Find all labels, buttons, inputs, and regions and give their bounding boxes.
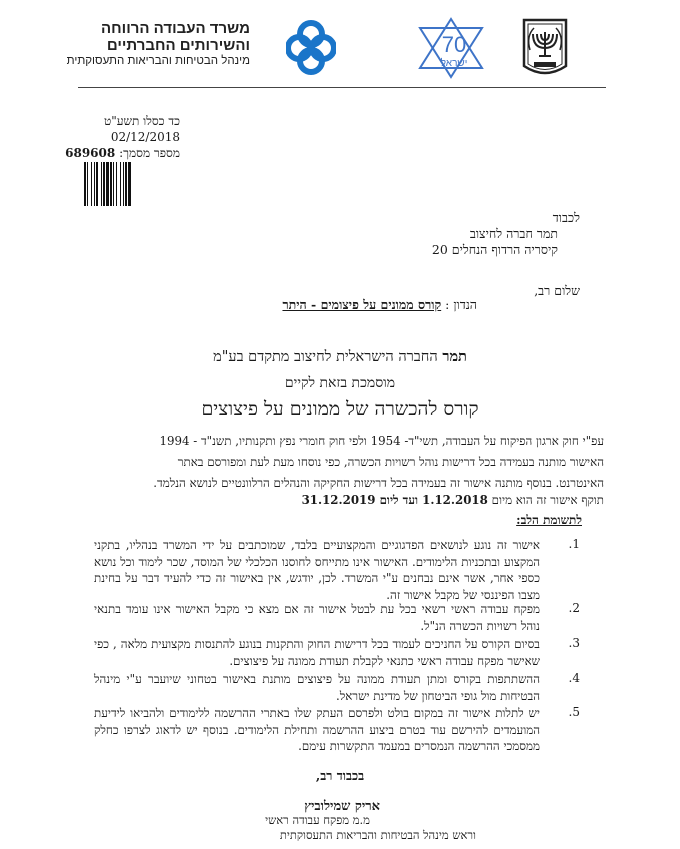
hebrew-date: כד כסלו תשע"ט: [103, 114, 180, 128]
barcode-bar: [94, 162, 95, 206]
svg-text:70: 70: [441, 32, 467, 57]
barcode-bar: [96, 162, 98, 206]
company-line: [0, 348, 680, 366]
barcode-bar: [91, 162, 92, 206]
document-number: [20, 145, 180, 161]
list-item-number: 4.: [568, 671, 580, 685]
barcode-bar: [116, 162, 117, 206]
recipient-to: לכבוד: [552, 210, 580, 225]
subject-label: הנדון :: [445, 297, 477, 312]
barcode-bar: [123, 162, 124, 206]
list-item-text: בסיום הקורס על החניכים לעמוד בכל דרישות החוק והתקנות בנוגע להתנסות מקצועית מלאה , כפי שאישר מפקח עבודה ראשי כתנאי לקבלת תעודת ממונה על פיצוצים.: [94, 637, 540, 668]
document-meta: [20, 113, 180, 161]
accreditation-line: מוסמכת בזאת לקיים: [284, 375, 396, 391]
signer-name: אריק שמילוביץ: [304, 799, 380, 814]
body-paragraph: [96, 431, 604, 494]
barcode-bar: [84, 162, 86, 206]
list-item-number: 3.: [568, 636, 580, 650]
barcode-bar: [103, 162, 105, 206]
barcode-bar: [128, 162, 131, 206]
ministry-name-line1: משרד העבודה הרווחה: [101, 20, 250, 37]
gregorian-date: 02/12/2018: [110, 130, 180, 144]
course-title: קורס להכשרה של ממונים על פיצוצים: [201, 398, 479, 420]
notes-heading: לתשומת הלב:: [516, 513, 582, 527]
signer-department: וראש מינהל הבטיחות והבריאות התעסוקתית: [279, 828, 476, 842]
barcode-bar: [113, 162, 114, 206]
ministry-division: מינהל הבטיחות והבריאות התעסוקתית: [66, 55, 250, 67]
validity-prefix: תוקף אישור זה הוא מיום: [491, 493, 604, 507]
list-item-number: 2.: [568, 601, 580, 615]
subject-value: קורס ממונים על פיצומים - היתר: [282, 297, 442, 312]
list-item-text: יש לתלות אישור זה במקום בולט ולפרסם העתק שלו באתרי ההרשמה ללימודים ולהביאו לידיעת המועמדים להירשם עוד בטרם ביצוע ההרשמה ותחילת הלימודים. בנוסף יש לדאוג לצרפו כחלק ממסמכי ההרשמה הנמסרים במעמד התקשרות עימם.: [94, 706, 540, 753]
list-item-text: מפקח עבודה ראשי רשאי בכל עת לבטל אישור זה אם מצא כי מקבל האישור אינו עומד בתנאי נוהל רשויות הכשרה הנ"ל.: [94, 602, 540, 633]
subject-line: [282, 297, 477, 313]
list-item-number: 1.: [568, 537, 580, 551]
greeting: שלום רב,: [534, 283, 580, 298]
validity-line: [96, 490, 604, 511]
company-name-rest: החברה הישראלית לחיצוב מתקדם בע"מ: [213, 349, 438, 365]
barcode-bar: [120, 162, 121, 206]
ministry-block: [10, 20, 250, 69]
barcode-bar: [110, 162, 112, 206]
body-line-1: עפ"י חוק ארגון הפיקוח על העבודה, תשי"ד- 1954 ולפי חוק חומרי נפץ ותקנותיו, תשנ"ד - 1994: [159, 434, 604, 448]
israel-70-logo-text: ישראל: [440, 58, 468, 69]
document-number-label: מספר מסמך:: [119, 146, 180, 160]
signoff: בכבוד רב,: [315, 768, 365, 783]
recipient-name: תמר חברה לחיצוב: [469, 226, 558, 241]
recipient-block: [432, 210, 580, 258]
barcode-bar: [101, 162, 102, 206]
validity-range: 1.12.2018 ועד ליום 31.12.2019: [301, 493, 488, 507]
header-divider: [78, 87, 606, 88]
recipient-address: קיסריה הרדוף הנחלים 20: [431, 242, 558, 257]
document-number-value: 689608: [65, 146, 116, 160]
barcode-bar: [87, 162, 88, 206]
barcode-icon: [84, 162, 180, 206]
list-item-text: אישור זה נוגע לנושאים הפדגוגיים והמקצועיים בלבד, שמוכתבים על ידי המשרד בנהליו, בתקני המקצוע ובתכניות הלימודים. האישור אינו מתייחס לחוסנו הכלכלי של המוסד, שכר לימוד וכל נושא כספי אחר, אשר אינם נבחנים ע"י המשרד. לכן, יודגש, אין באישור זה כדי להעיד דבר על בחינת מצבו הפיננסי של מקבל אישור זה.: [94, 538, 540, 602]
body-line-2: האישור מותנה בעמידה בכל דרישות נוהל רשויות הכשרה, כפי נוסחו מעת לעת ומפורסם באתר: [177, 455, 604, 469]
barcode-bar: [125, 162, 127, 206]
body-line-3: האינטרנט. בנוסף מותנה אישור זה בעמידה בכל דרישות החקיקה והנהלים הרלוונטיים לנושא הנלמד.: [153, 476, 604, 490]
state-emblem-icon: [520, 16, 570, 80]
ministry-name-line2: והשירותים החברתיים: [106, 37, 250, 54]
barcode-bar: [106, 162, 109, 206]
signer-title: מ.מ מפקח עבודה ראשי: [265, 813, 370, 827]
list-item-text: ההשתתפות בקורס ומתן תעודת ממונה על פיצוצים מותנת באישור בטחוני שיועבר ע"י מינהל הבטיחות מול גופי הביטחון של מדינת ישראל.: [94, 672, 540, 703]
list-item-number: 5.: [568, 705, 580, 719]
company-name-bold: תמר: [442, 348, 467, 365]
ministry-knot-logo-icon: [286, 18, 336, 76]
israel-70-logo-icon: [410, 16, 492, 80]
